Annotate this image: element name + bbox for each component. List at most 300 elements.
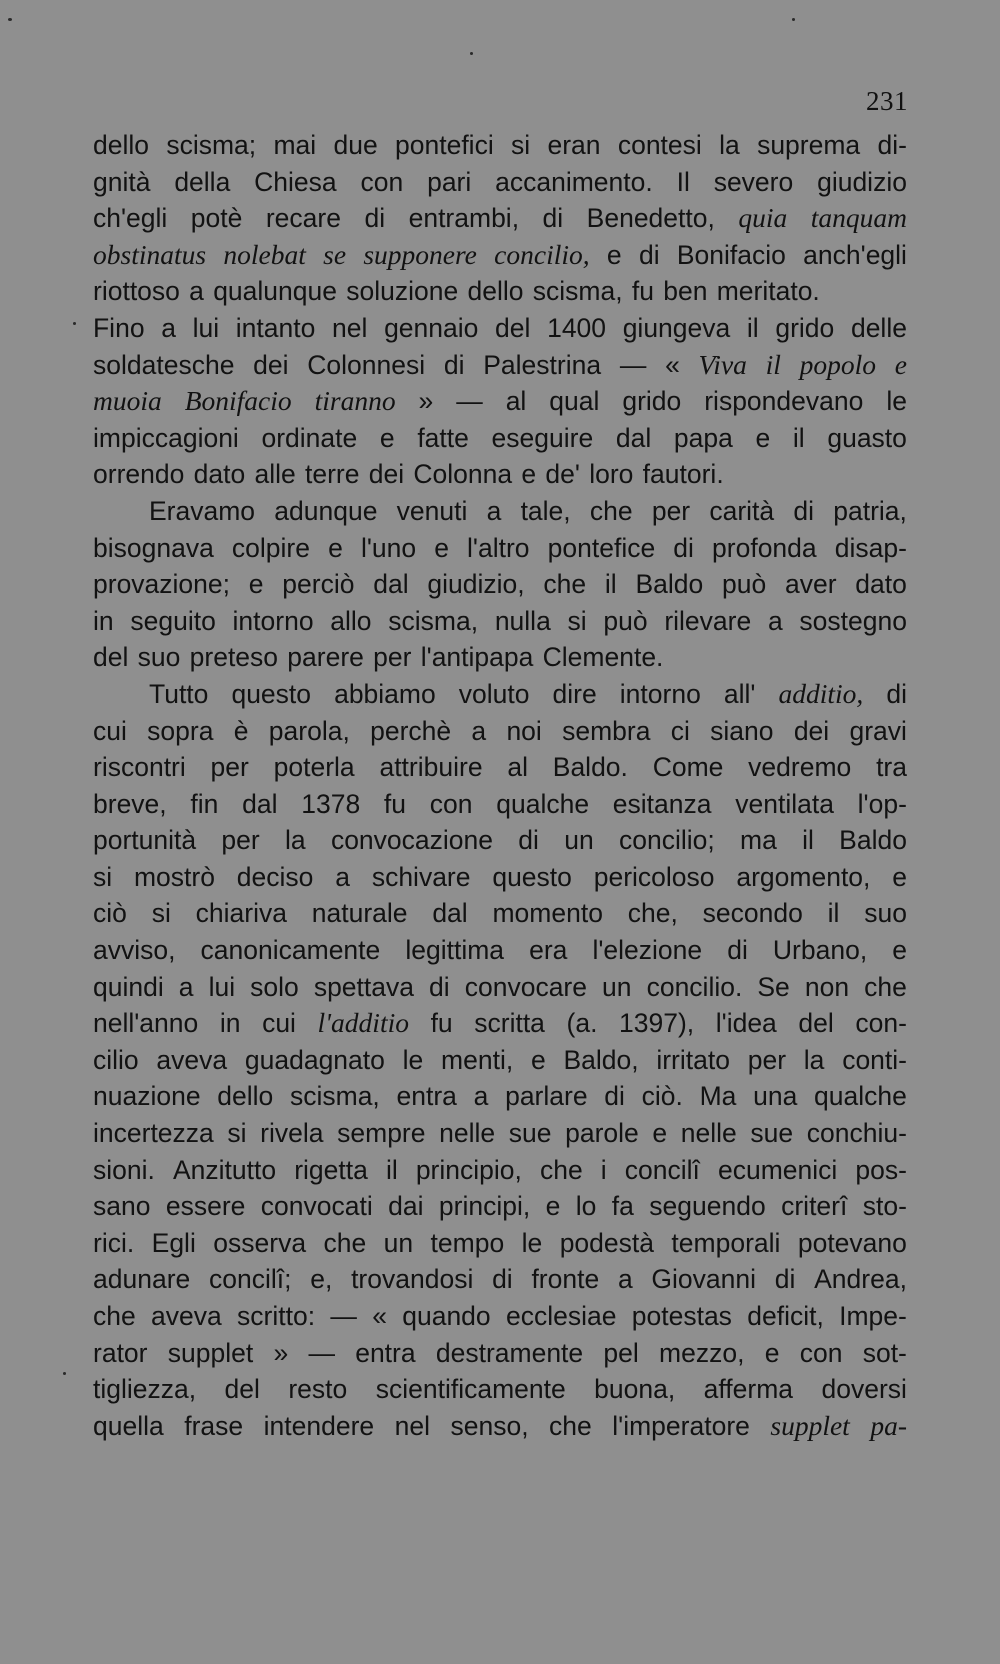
- word: concilio;: [618, 825, 715, 856]
- word: del: [495, 312, 531, 343]
- word: intendere: [263, 1410, 375, 1441]
- word: di: [774, 1264, 796, 1295]
- word: scientificamente: [375, 1374, 566, 1405]
- word: qualche: [814, 1081, 907, 1112]
- word: quia: [738, 202, 788, 234]
- word: dal: [432, 898, 468, 929]
- word: carità: [709, 495, 775, 526]
- word: aveva: [151, 1301, 222, 1331]
- text-line: [93, 713, 907, 750]
- word: e: [652, 1118, 668, 1149]
- word: alle: [254, 459, 296, 490]
- word: nulla: [494, 605, 551, 636]
- word: sto-: [862, 1191, 907, 1222]
- word: per: [373, 642, 412, 673]
- word: il: [385, 1154, 398, 1185]
- word: l'elezione: [592, 935, 703, 966]
- text-line: [93, 347, 907, 384]
- word: riottoso: [93, 276, 180, 307]
- word: preteso: [189, 642, 279, 673]
- word: eran: [547, 130, 601, 160]
- word: l'additio: [317, 1007, 409, 1039]
- word: della: [174, 166, 231, 197]
- word: fu: [430, 1008, 453, 1039]
- word: gravi: [849, 715, 907, 746]
- word: avviso,: [93, 935, 176, 966]
- word: rispondevano: [704, 386, 864, 417]
- word: Egli: [151, 1227, 196, 1258]
- word: riscontri: [93, 752, 186, 783]
- word: sano: [93, 1191, 151, 1222]
- word: pa-: [870, 1409, 907, 1441]
- word: quindi: [93, 971, 164, 1002]
- word: con: [799, 1337, 843, 1368]
- word: ecumenici: [718, 1154, 838, 1185]
- word: e: [764, 1337, 780, 1368]
- word: Baldo,: [563, 1044, 639, 1075]
- word: scritta: [474, 1008, 545, 1039]
- word: intorno: [619, 678, 701, 709]
- word: buona,: [594, 1374, 676, 1405]
- word: l'uno: [360, 532, 417, 563]
- word: di: [443, 349, 465, 380]
- word: tra: [876, 752, 907, 783]
- word: canonicamente: [200, 935, 381, 966]
- page-number: 231: [866, 86, 908, 116]
- word: questo: [231, 678, 312, 709]
- word: entra: [396, 1081, 457, 1112]
- word: che: [549, 1410, 592, 1441]
- word: principi,: [438, 1191, 531, 1222]
- word: rilevare: [664, 605, 752, 636]
- word: dal: [615, 422, 652, 453]
- word: lo: [575, 1191, 597, 1222]
- word: parole: [565, 1118, 639, 1149]
- word: supponere: [363, 238, 477, 270]
- word: se: [323, 238, 347, 270]
- word: per: [210, 752, 249, 783]
- word: contesi: [617, 130, 702, 160]
- word: frase: [184, 1410, 244, 1441]
- word: criterî: [781, 1191, 848, 1222]
- word: le: [886, 386, 907, 417]
- word: a: [178, 971, 194, 1002]
- word: che,: [627, 898, 678, 929]
- word: conti-: [842, 1044, 907, 1075]
- word: lui: [192, 312, 220, 343]
- word: guasto: [827, 422, 907, 453]
- word: non: [804, 971, 850, 1002]
- word: accanimento.: [495, 166, 653, 197]
- word: 1400: [547, 312, 607, 343]
- word: fin: [190, 788, 219, 819]
- word: questo: [492, 861, 572, 892]
- word: fatte: [417, 422, 469, 453]
- word: qualche: [496, 788, 590, 819]
- word: supplet: [167, 1337, 254, 1368]
- word: cui: [93, 715, 127, 746]
- word: di: [492, 1264, 513, 1295]
- word: esitanza: [612, 788, 712, 819]
- word: argomento,: [736, 861, 871, 892]
- word: sioni.: [93, 1154, 155, 1185]
- word: Baldo: [635, 569, 704, 600]
- word: di: [429, 971, 450, 1002]
- word: lui: [208, 971, 236, 1002]
- word: pari: [427, 166, 472, 197]
- scan-speck: [63, 1372, 66, 1375]
- word: anch'egli: [803, 239, 907, 270]
- word: Anzitutto: [172, 1154, 277, 1185]
- word: soldatesche: [93, 349, 235, 380]
- text-line: [93, 932, 907, 969]
- word: legittima: [405, 935, 505, 966]
- word: aver: [784, 569, 837, 600]
- word: potè: [190, 203, 243, 234]
- word: pontefici: [395, 130, 494, 160]
- word: a: [189, 276, 204, 307]
- word: destramente: [435, 1337, 584, 1368]
- word: provazione;: [93, 569, 231, 600]
- word: del: [224, 1374, 260, 1405]
- word: voluto: [458, 678, 530, 709]
- word: a: [486, 495, 502, 526]
- word: e: [545, 1191, 561, 1222]
- word: —: [308, 1337, 335, 1368]
- word: eseguire: [491, 422, 594, 453]
- word: il: [765, 348, 781, 380]
- word: di: [604, 1081, 625, 1112]
- word: de': [545, 459, 580, 490]
- text-line: [93, 1408, 907, 1445]
- word: mai: [273, 130, 317, 160]
- word: allo: [330, 605, 372, 636]
- word: «: [665, 349, 680, 380]
- word: sot-: [862, 1337, 907, 1368]
- word: che: [323, 1227, 367, 1258]
- word: può: [603, 605, 648, 636]
- word: entra: [355, 1337, 416, 1368]
- word: venuti: [396, 495, 468, 526]
- word: che: [589, 495, 633, 526]
- word: la: [285, 825, 306, 856]
- text-line: [93, 273, 907, 310]
- word: e: [248, 569, 264, 600]
- word: noi: [506, 715, 542, 746]
- word: grido: [622, 386, 682, 417]
- word: l'altro: [467, 532, 530, 563]
- word: parlare: [505, 1081, 588, 1112]
- word: dal: [242, 788, 278, 819]
- word: all': [723, 678, 756, 709]
- word: breve,: [93, 788, 167, 819]
- word: muoia: [93, 385, 162, 417]
- word: irritato: [656, 1044, 730, 1075]
- word: convocare: [464, 971, 587, 1002]
- word: il: [802, 825, 814, 856]
- word: si: [227, 1118, 247, 1149]
- word: recare: [265, 203, 341, 234]
- word: due: [333, 130, 378, 160]
- text-line: [93, 310, 907, 347]
- word: severo: [713, 166, 794, 197]
- word: siano: [710, 715, 774, 746]
- word: adunque: [274, 495, 378, 526]
- word: pel: [603, 1337, 639, 1368]
- word: di-: [877, 130, 907, 160]
- word: dal: [373, 569, 409, 600]
- word: senso,: [450, 1410, 529, 1441]
- word: ciò: [93, 898, 127, 929]
- word: resto: [288, 1374, 348, 1405]
- word: a: [767, 605, 783, 636]
- word: a: [161, 312, 176, 343]
- word: principio,: [415, 1154, 522, 1185]
- word: deficit,: [747, 1301, 824, 1331]
- word: fu: [631, 276, 654, 307]
- body-text: [93, 127, 907, 1444]
- word: sue: [508, 1118, 552, 1149]
- word: di: [638, 239, 660, 270]
- text-line: [93, 859, 907, 896]
- word: menti,: [441, 1044, 514, 1075]
- word: grido: [775, 312, 835, 343]
- word: e: [328, 532, 343, 563]
- word: del: [93, 642, 129, 673]
- word: concilio.: [646, 971, 743, 1002]
- word: cilio: [93, 1044, 139, 1075]
- word: l'imperatore: [612, 1410, 750, 1441]
- word: Baldo.: [552, 752, 628, 783]
- word: nel: [332, 312, 368, 343]
- word: rivela: [260, 1118, 324, 1149]
- word: di: [542, 203, 564, 234]
- word: loro: [589, 459, 634, 490]
- word: scisma;: [166, 130, 257, 160]
- word: perchè: [370, 715, 452, 746]
- word: e: [521, 459, 537, 490]
- word: dello: [93, 130, 149, 160]
- word: scritto:: [237, 1301, 316, 1331]
- word: suo: [137, 642, 181, 673]
- word: Impe-: [839, 1301, 907, 1331]
- word: ben: [663, 276, 708, 307]
- word: può: [721, 569, 767, 600]
- word: Colonnesi: [307, 349, 426, 380]
- text-line: [93, 456, 907, 493]
- word: il: [827, 898, 840, 929]
- word: bisognava: [93, 532, 214, 563]
- text-line: [93, 639, 907, 676]
- word: sempre: [337, 1118, 426, 1149]
- word: portunità: [93, 825, 197, 856]
- text-line: [93, 822, 907, 859]
- word: fronte: [531, 1264, 600, 1295]
- word: dei: [793, 715, 830, 746]
- word: intanto: [235, 312, 316, 343]
- word: fautori.: [642, 459, 724, 490]
- word: di: [727, 935, 748, 966]
- word: dello: [467, 276, 524, 307]
- word: ecclesiae: [505, 1301, 617, 1331]
- word: che: [93, 1301, 136, 1331]
- text-line: [93, 1335, 907, 1372]
- word: pos-: [855, 1154, 907, 1185]
- word: Eravamo: [149, 495, 256, 526]
- word: sembra: [562, 715, 651, 746]
- word: sostegno: [799, 605, 907, 636]
- word: un: [602, 971, 632, 1002]
- word: intorno: [232, 605, 314, 636]
- word: Se: [757, 971, 790, 1002]
- word: giudizio: [817, 166, 907, 197]
- word: 1378: [301, 788, 361, 819]
- word: Bonifacio: [184, 385, 292, 417]
- word: è: [233, 715, 249, 746]
- word: convocazione: [330, 825, 493, 856]
- word: dei: [368, 459, 405, 490]
- word: ventilata: [735, 788, 834, 819]
- word: colpire: [231, 532, 310, 563]
- word: gennaio: [384, 312, 479, 343]
- word: di: [673, 532, 694, 563]
- word: Chiesa: [254, 166, 337, 197]
- word: meritato.: [716, 276, 820, 307]
- word: di: [793, 495, 815, 526]
- word: si: [567, 605, 587, 636]
- word: soluzione: [346, 276, 459, 307]
- word: abbiamo: [334, 678, 436, 709]
- word: pericoloso: [593, 861, 715, 892]
- text-line: [93, 786, 907, 823]
- word: ch'egli: [93, 203, 168, 234]
- word: vedremo: [748, 752, 852, 783]
- word: supplet: [770, 1409, 850, 1441]
- word: giudizio,: [427, 569, 525, 600]
- word: poterla: [273, 752, 355, 783]
- word: convocati: [260, 1191, 373, 1222]
- word: Palestrina: [483, 349, 602, 380]
- word: il: [604, 569, 617, 600]
- word: —: [330, 1301, 357, 1331]
- word: si: [511, 130, 531, 160]
- word: si: [93, 861, 113, 892]
- scan-speck: [792, 18, 795, 21]
- text-line: [93, 1261, 907, 1298]
- text-line: [93, 1371, 907, 1408]
- word: quando: [402, 1301, 491, 1331]
- word: patria,: [833, 495, 907, 526]
- word: nell'anno: [93, 1008, 199, 1039]
- word: e: [892, 861, 907, 892]
- word: (a.: [566, 1008, 598, 1039]
- word: del: [798, 1008, 834, 1039]
- word: pontefice: [547, 532, 656, 563]
- word: deciso: [236, 861, 314, 892]
- word: una: [753, 1081, 798, 1112]
- word: fu: [383, 788, 407, 819]
- word: tanquam: [810, 202, 907, 234]
- word: scisma,: [388, 605, 479, 636]
- word: —: [619, 349, 647, 380]
- word: nelle: [439, 1118, 496, 1149]
- word: conchiu-: [806, 1118, 907, 1149]
- word: naturale: [311, 898, 408, 929]
- word: era: [529, 935, 568, 966]
- text-line: [93, 164, 907, 201]
- word: al: [507, 752, 528, 783]
- word: dato: [193, 459, 246, 490]
- word: l'antipapa: [420, 642, 534, 673]
- word: trovandosi: [351, 1264, 474, 1295]
- word: sue: [750, 1118, 794, 1149]
- word: Baldo: [839, 825, 907, 856]
- word: concilî;: [209, 1264, 292, 1295]
- word: guadagnato: [244, 1044, 385, 1075]
- word: e: [379, 422, 395, 453]
- text-line: [93, 127, 907, 164]
- word: quella: [93, 1410, 164, 1441]
- word: —: [456, 386, 483, 417]
- word: impiccagioni: [93, 422, 239, 453]
- word: secondo: [702, 898, 803, 929]
- word: profonda: [712, 532, 817, 563]
- word: tigliezza,: [93, 1374, 197, 1405]
- word: Benedetto,: [586, 203, 715, 234]
- text-line: [93, 749, 907, 786]
- word: e: [606, 239, 622, 270]
- word: Clemente.: [542, 642, 664, 673]
- word: qual: [549, 386, 600, 417]
- word: adunare: [93, 1264, 191, 1295]
- word: osserva: [213, 1227, 307, 1258]
- word: Ma: [699, 1081, 737, 1112]
- word: essere: [165, 1191, 246, 1222]
- word: doversi: [821, 1374, 907, 1405]
- word: Giovanni: [651, 1264, 757, 1295]
- word: rici.: [93, 1227, 135, 1258]
- word: si: [151, 898, 171, 929]
- word: perciò: [282, 569, 355, 600]
- word: dello: [217, 1081, 274, 1112]
- word: spettava: [313, 971, 414, 1002]
- word: terre: [304, 459, 360, 490]
- scan-speck: [8, 18, 12, 21]
- word: ciò.: [641, 1081, 683, 1112]
- word: entrambi,: [408, 203, 520, 234]
- word: dire: [552, 678, 597, 709]
- word: gnità: [93, 166, 151, 197]
- text-line: [93, 530, 907, 567]
- word: potevano: [797, 1227, 907, 1258]
- word: additio,: [778, 677, 864, 709]
- scan-speck: [470, 52, 473, 55]
- word: Fino: [93, 312, 145, 343]
- word: obstinatus: [93, 238, 207, 270]
- word: con: [429, 788, 473, 819]
- word: popolo: [799, 348, 877, 380]
- word: Colonna: [413, 459, 513, 490]
- word: e: [894, 348, 907, 380]
- word: in: [93, 605, 114, 636]
- word: un: [564, 825, 594, 856]
- word: fa: [611, 1191, 634, 1222]
- word: il: [746, 312, 759, 343]
- word: la: [719, 130, 740, 160]
- word: mezzo,: [659, 1337, 745, 1368]
- word: le: [402, 1044, 424, 1075]
- word: e: [434, 532, 449, 563]
